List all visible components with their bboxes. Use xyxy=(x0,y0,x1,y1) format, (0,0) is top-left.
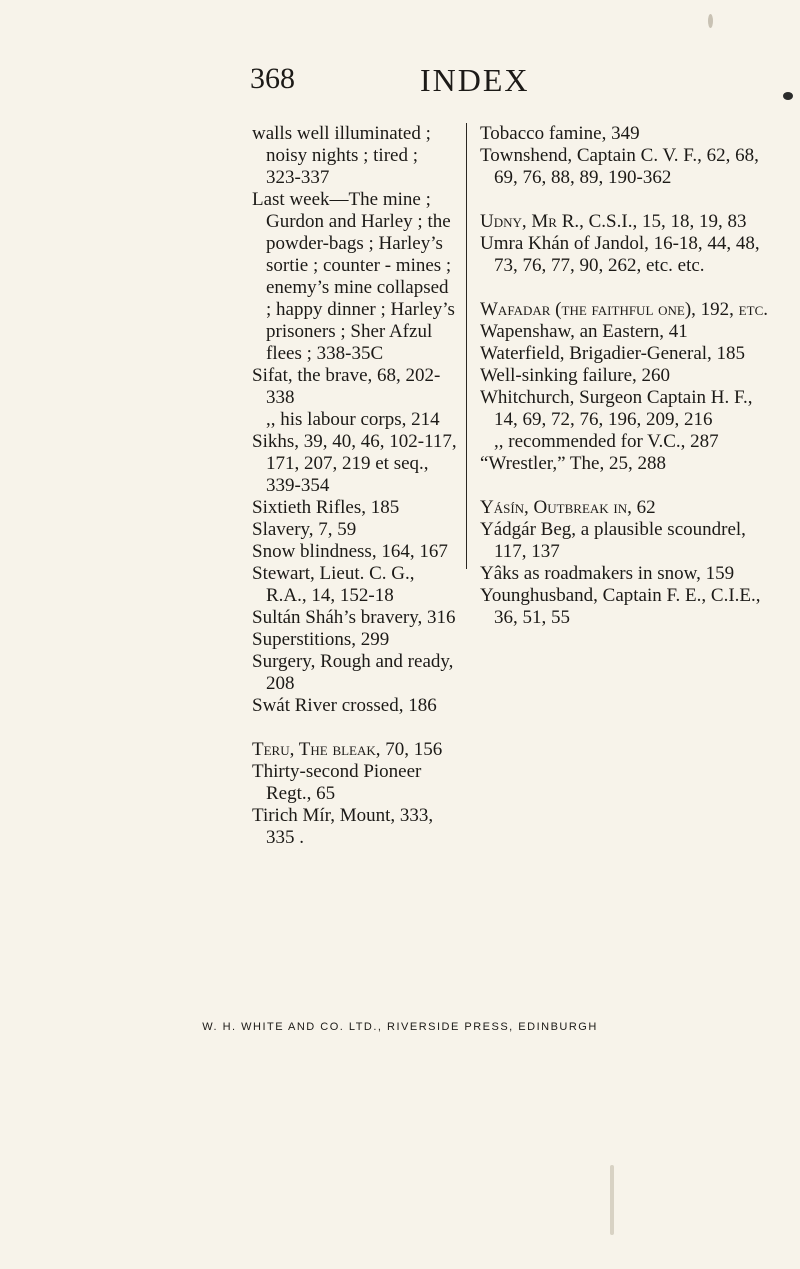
index-entry: Younghusband, Captain F. E., C.I.E., 36, 51, 55 xyxy=(480,585,761,628)
index-entry: Yásín, Outbreak in, 62 xyxy=(480,497,656,518)
printer-imprint: W. H. WHITE AND CO. LTD., RIVERSIDE PRESS, EDINBURGH xyxy=(202,1021,598,1033)
index-entry: Yâks as roadmakers in snow, 159 xyxy=(480,563,735,584)
index-column-right xyxy=(480,123,780,629)
index-entry: Tobacco famine, 349 xyxy=(480,123,640,144)
page-title: INDEX xyxy=(420,62,530,98)
letter-group-gap xyxy=(480,189,780,211)
index-entry: Swát River crossed, 186 xyxy=(252,695,437,716)
letter-group-gap xyxy=(480,277,780,299)
index-entry: Umra Khán of Jandol, 16-18, 44, 48, 73, 76, 77, 90, 262, etc. etc. xyxy=(480,233,760,276)
index-entry: Wafadar (the faithful one), 192, etc. xyxy=(480,299,768,320)
index-entry: Thirty-second Pioneer Regt., 65 xyxy=(252,761,422,804)
page-number: 368 xyxy=(250,62,295,95)
index-entry: Superstitions, 299 xyxy=(252,629,390,650)
paper-blemish xyxy=(708,14,713,28)
index-entry: Last week—The mine ; Gurdon and Harley ; the powder-bags ; Harley’s sortie ; counter - mines ; enemy’s mine collapsed ; happy dinner ; Harley’s prisoners ; Sher Afzul flees ; 338-35C xyxy=(252,189,455,364)
column-divider xyxy=(466,123,467,569)
index-entry: Waterfield, Brigadier-General, 185 xyxy=(480,343,746,364)
index-entry: Sifat, the brave, 68, 202-338 xyxy=(252,365,441,408)
index-entry: ,, his labour corps, 214 xyxy=(266,409,440,430)
letter-group-gap xyxy=(480,475,780,497)
index-entry: walls well illuminated ; noisy nights ; tired ; 323-337 xyxy=(252,123,431,188)
index-column-left xyxy=(252,123,457,849)
index-entry: Teru, The bleak, 70, 156 xyxy=(252,739,443,760)
index-entry: Udny, Mr R., C.S.I., 15, 18, 19, 83 xyxy=(480,211,747,232)
index-entry: Sikhs, 39, 40, 46, 102-117, 171, 207, 219 et seq., 339-354 xyxy=(252,431,457,496)
index-entry: Sultán Sháh’s bravery, 316 xyxy=(252,607,456,628)
index-entry: Whitchurch, Surgeon Captain H. F., 14, 69, 72, 76, 196, 209, 216 xyxy=(480,387,753,430)
index-entry: Townshend, Captain C. V. F., 62, 68, 69, 76, 88, 89, 190-362 xyxy=(480,145,759,188)
index-entry: Slavery, 7, 59 xyxy=(252,519,357,540)
letter-group-gap xyxy=(252,717,457,739)
index-entry: Sixtieth Rifles, 185 xyxy=(252,497,400,518)
paper-blemish xyxy=(783,92,793,100)
index-entry: Surgery, Rough and ready, 208 xyxy=(252,651,454,694)
index-entry: ,, recommended for V.C., 287 xyxy=(494,431,719,452)
index-entry: Stewart, Lieut. C. G., R.A., 14, 152-18 xyxy=(252,563,415,606)
index-entry: Wapenshaw, an Eastern, 41 xyxy=(480,321,688,342)
index-entry: “Wrestler,” The, 25, 288 xyxy=(480,453,666,474)
index-entry: Well-sinking failure, 260 xyxy=(480,365,671,386)
index-entry: Snow blindness, 164, 167 xyxy=(252,541,448,562)
index-entry: Yádgár Beg, a plausible scoundrel, 117, 137 xyxy=(480,519,746,562)
index-entry: Tirich Mír, Mount, 333, 335 . xyxy=(252,805,434,848)
page-header xyxy=(0,62,800,106)
paper-blemish xyxy=(610,1165,614,1235)
